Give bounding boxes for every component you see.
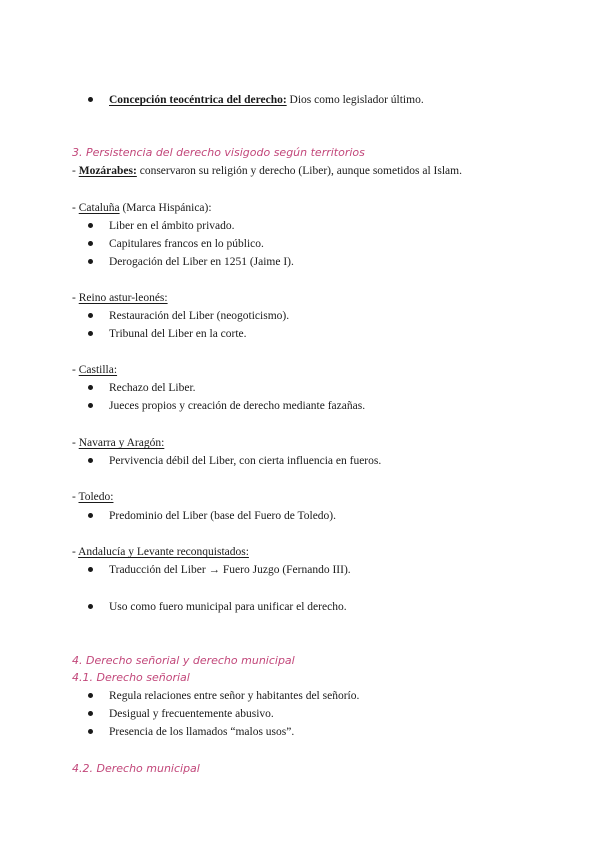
dash-prefix: - <box>72 292 79 304</box>
term: Navarra y Aragón: <box>78 437 165 449</box>
term: Cataluña <box>78 202 120 214</box>
bullet-dot-icon <box>88 513 93 518</box>
dash-prefix: - <box>72 546 79 558</box>
territory-andalucia-levante <box>72 545 249 559</box>
document-page: Concepción teocéntrica del derecho: Dios como legislador último. 3. Persistencia del derecho visigodo según territorios - Mozárabes: conservaron su religión y derecho (Liber), aunque sometidos al Islam. - Cataluña (Marca Hispánica): Liber en el ámbito privado. Capitulares francos en lo público. Derogación del Liber en 1251 (Jaime I). - Reino astur-leonés: Restauración del Liber (neogoticismo). Tribunal del Liber en la corte. - Castilla: Rechazo del Liber. Jueces propios y creación de derecho mediante fazañas. - Navarra y Aragón: Pervivencia débil del Liber, con cierta influencia en fueros. - Toledo: Predominio del Liber (base del Fuero de Toledo). - Andalucía y Levante reconquistados: Traducción del Liber → Fuero Juzgo (Fernando III). Uso como fuero municipal para unificar el derecho. 4. Derecho señorial y derecho municipal 4.1. Derecho señorial Regula relaciones entre señor y habitantes del señorío. Desigual y frecuentemente abusivo. Presencia de los llamados “malos usos”. 4.2. Derecho municipal <box>72 94 462 775</box>
territory-cataluna <box>72 201 212 215</box>
term: Toledo: <box>78 491 114 503</box>
section-heading: 3. Persistencia del derecho visigodo según territorios <box>72 146 365 159</box>
item-text: conservaron su religión y derecho (Liber), aunque sometidos al Islam. <box>136 165 462 177</box>
bullet-dot-icon <box>88 259 93 264</box>
dash-prefix: - <box>72 202 79 214</box>
territory-toledo <box>72 490 113 504</box>
term: Reino astur-leonés: <box>78 292 168 304</box>
bullet-dot-icon <box>88 331 93 336</box>
bullet-dot-icon <box>88 385 93 390</box>
bullet-dot-icon <box>88 223 93 228</box>
territory-mozarabes <box>72 164 462 178</box>
dash-prefix: - <box>72 165 79 177</box>
subsection-heading: 4.1. Derecho señorial <box>72 671 190 684</box>
dash-prefix: - <box>72 437 79 449</box>
item-text: (Marca Hispánica): <box>119 202 212 214</box>
bullet-dot-icon <box>88 693 93 698</box>
term: Mozárabes: <box>78 165 137 177</box>
territory-astur-leones <box>72 291 168 305</box>
term: Andalucía y Levante reconquistados: <box>78 546 249 558</box>
bullet-dot-icon <box>88 567 93 572</box>
subsection-heading: 4.2. Derecho municipal <box>72 762 200 775</box>
bullet-dot-icon <box>88 729 93 734</box>
item-text: Dios como legislador último. <box>286 94 424 106</box>
bullet-dot-icon <box>88 604 93 609</box>
bullet-dot-icon <box>88 458 93 463</box>
bullet-dot-icon <box>88 313 93 318</box>
dash-prefix: - <box>72 364 79 376</box>
territory-navarra-aragon <box>72 436 164 450</box>
bullet-dot-icon <box>88 711 93 716</box>
term: Castilla: <box>78 364 118 376</box>
term: Concepción teocéntrica del derecho: <box>109 94 287 106</box>
bullet-dot-icon <box>88 97 93 102</box>
dash-prefix: - <box>72 491 79 503</box>
territory-castilla <box>72 363 117 377</box>
bullet-dot-icon <box>88 403 93 408</box>
bullet-dot-icon <box>88 241 93 246</box>
section-heading: 4. Derecho señorial y derecho municipal <box>72 654 295 667</box>
